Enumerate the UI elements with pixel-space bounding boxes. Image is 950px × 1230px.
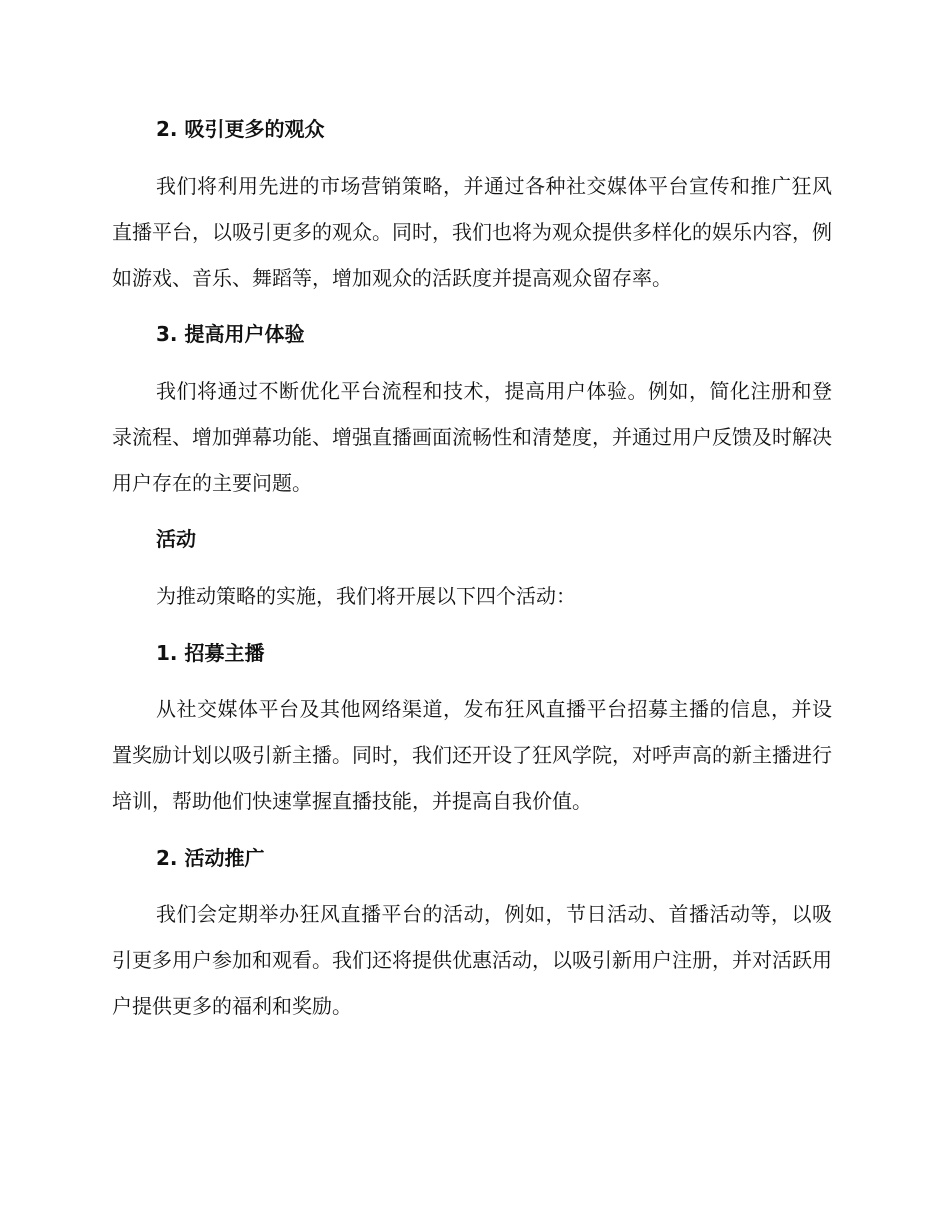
paragraph-activities-intro: 为推动策略的实施，我们将开展以下四个活动： <box>156 584 576 608</box>
heading-recruit-hosts: 1. 招募主播 <box>156 641 265 665</box>
heading-user-experience: 3. 提高用户体验 <box>156 322 305 346</box>
paragraph-user-experience: 我们将通过不断优化平台流程和技术，提高用户体验。例如，简化注册和登录流程、增加弹幕功能、增强直播画面流畅性和清楚度，并通过用户反馈及时解决用户存在的主要问题。 <box>112 379 832 495</box>
paragraph-attract-audience: 我们将利用先进的市场营销策略，并通过各种社交媒体平台宣传和推广狂风直播平台，以吸引更多的观众。同时，我们也将为观众提供多样化的娱乐内容，例如游戏、音乐、舞蹈等，增加观众的活跃度并提高观众留存率。 <box>112 174 832 290</box>
paragraph-recruit-hosts: 从社交媒体平台及其他网络渠道，发布狂风直播平台招募主播的信息，并设置奖励计划以吸引新主播。同时，我们还开设了狂风学院，对呼声高的新主播进行培训，帮助他们快速掌握直播技能，并提高自我价值。 <box>112 697 832 813</box>
paragraph-activity-promotion: 我们会定期举办狂风直播平台的活动，例如，节日活动、首播活动等，以吸引更多用户参加和观看。我们还将提供优惠活动，以吸引新用户注册，并对活跃用户提供更多的福利和奖励。 <box>112 902 832 1018</box>
heading-activities: 活动 <box>156 527 196 551</box>
heading-attract-audience: 2. 吸引更多的观众 <box>156 117 325 141</box>
heading-activity-promotion: 2. 活动推广 <box>156 846 265 870</box>
